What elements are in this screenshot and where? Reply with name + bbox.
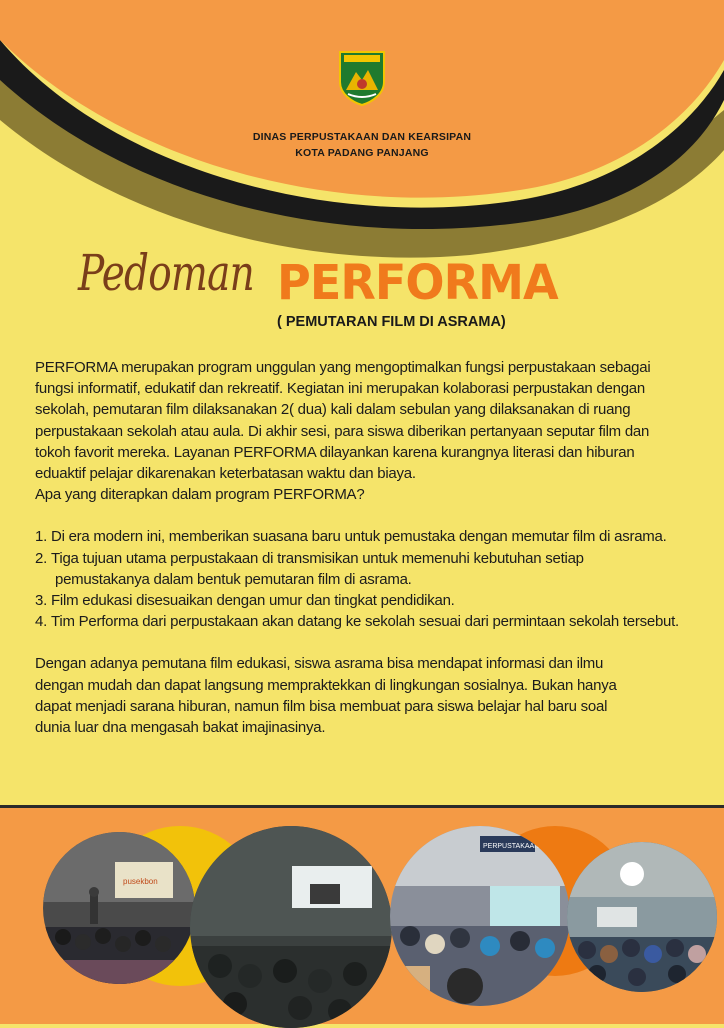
closing-line: dengan mudah dan dapat langsung mempraktekkan di lingkungan sosialnya. Bukan hanya: [35, 676, 617, 694]
photo-band: [0, 808, 724, 1024]
list-number: 4.: [35, 613, 48, 631]
organization-city: KOTA PADANG PANJANG: [295, 147, 429, 159]
list-text: Film edukasi disesuaikan dengan umur dan tingkat pendidikan.: [51, 592, 455, 610]
list-item: [35, 590, 715, 611]
list-number: 3.: [35, 592, 48, 610]
activity-photo-4: [567, 842, 717, 992]
intro-line: PERFORMA merupakan program unggulan yang mengoptimalkan fungsi perpustakaan sebagai: [35, 359, 651, 376]
list-number: 2.: [35, 549, 48, 567]
closing-line: dunia luar dna mengasah bakat imajinasinya.: [35, 719, 326, 737]
title-script: Pedoman: [78, 244, 254, 302]
intro-question: Apa yang diterapkan dalam program PERFORMA?: [35, 486, 365, 504]
list-text: Tiga tujuan utama perpustakaan di transmisikan untuk memenuhi kebutuhan setiap: [51, 549, 584, 567]
list-item: [35, 548, 715, 569]
list-item: [35, 526, 715, 547]
intro-line: perpustakaan sekolah atau aula. Di akhir sesi, para siswa diberikan pertanyaan seputar film dan: [35, 422, 650, 440]
sign-text: PERPUSTAKAAN: [483, 843, 540, 850]
closing-line: Dengan adanya pemutana film edukasi, siswa asrama bisa mendapat informasi dan ilmu: [35, 655, 604, 673]
list-item: [35, 611, 715, 632]
list-number: 1.: [35, 528, 48, 546]
screen-text: pusekbon: [123, 877, 158, 886]
list-text-continuation: pemustakanya dalam bentuk pemutaran film di asrama.: [55, 570, 412, 588]
title-main: PERFORMA: [277, 255, 558, 311]
closing-line: dapat menjadi sarana hiburan, namun film bisa membuat para siswa belajar hal baru soal: [35, 697, 608, 715]
intro-line: eduaktif pelajar dikarenakan keterbatasan waktu dan biaya.: [35, 465, 416, 483]
activity-photo-3: [390, 826, 570, 1006]
city-emblem-logo: [338, 50, 386, 106]
list-text: Tim Performa dari perpustakaan akan datang ke sekolah sesuai dari permintaan sekolah tersebut.: [51, 613, 679, 631]
intro-line: fungsi informatif, edukatif dan rekreatif. Kegiatan ini merupakan kolaborasi perpustakan dengan: [35, 380, 645, 398]
intro-line: tokoh favorit mereka. Layanan PERFORMA dilayankan karena kurangnya literasi dan hiburan: [35, 443, 635, 461]
activity-photo-2: [190, 826, 392, 1028]
activity-photo-1: [43, 832, 195, 984]
organization-name: DINAS PERPUSTAKAAN DAN KEARSIPAN: [252, 131, 472, 143]
title-subtitle: ( PEMUTARAN FILM DI ASRAMA): [277, 314, 506, 330]
body-text: [35, 357, 715, 738]
intro-line: sekolah, pemutaran film dilaksanakan 2( dua) kali dalam sebulan yang dilaksanakan di ruang: [35, 401, 631, 419]
list-text: Di era modern ini, memberikan suasana baru untuk pemustaka dengan memutar film di asrama.: [51, 528, 667, 546]
